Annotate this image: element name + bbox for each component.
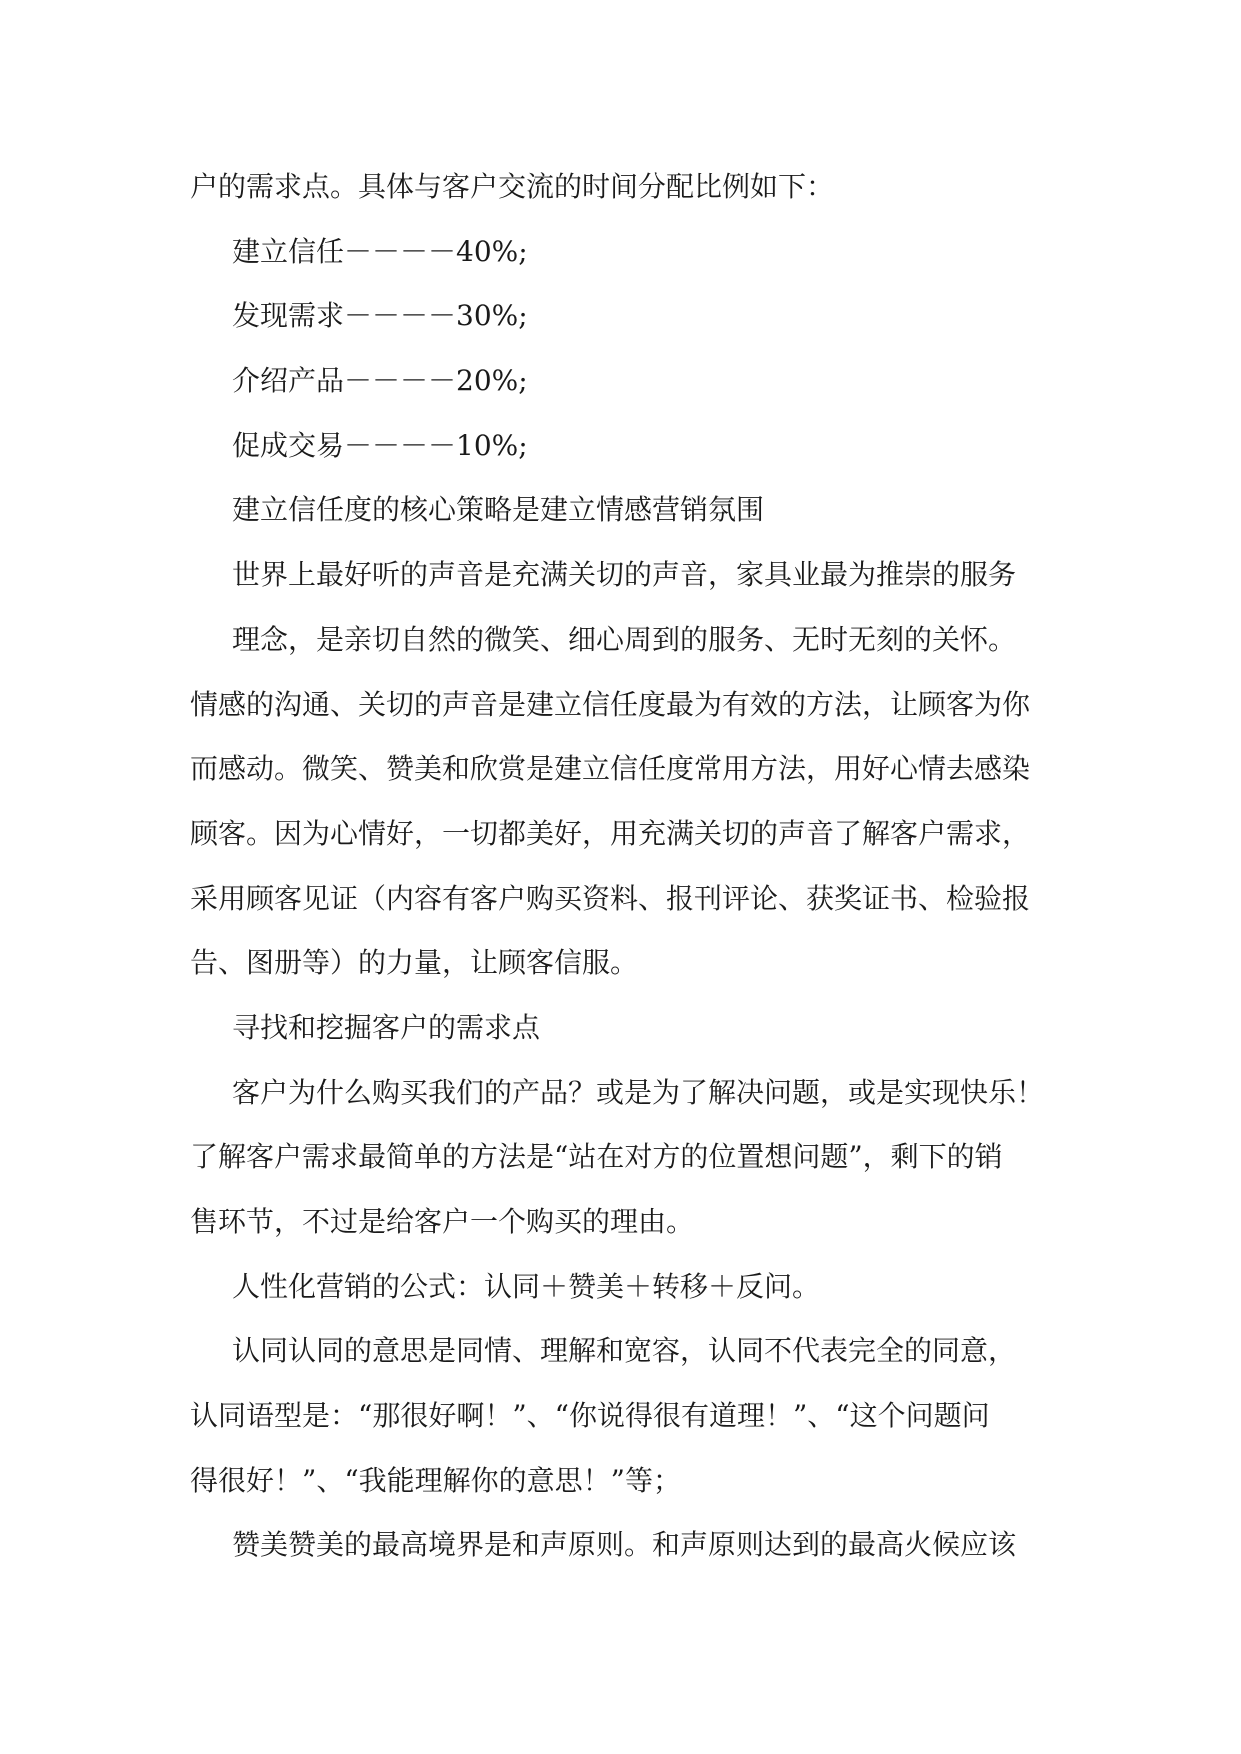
text-line: 售环节，不过是给客户一个购买的理由。 bbox=[190, 1205, 695, 1238]
text-line: 采用顾客见证（内容有客户购买资料、报刊评论、获奖证书、检验报 bbox=[190, 881, 1031, 915]
body-text bbox=[190, 155, 1070, 1578]
text-line: 理念，是亲切自然的微笑、细心周到的服务、无时无刻的关怀。 bbox=[232, 622, 1017, 656]
text-line: 人性化营销的公式：认同＋赞美＋转移＋反问。 bbox=[232, 1269, 821, 1303]
text-line: 发现需求－－－－30%; bbox=[232, 299, 528, 333]
text-line: 情感的沟通、关切的声音是建立信任度最为有效的方法，让顾客为你 bbox=[190, 687, 1031, 721]
text-line: 客户为什么购买我们的产品？或是为了解决问题，或是实现快乐！ bbox=[232, 1075, 1045, 1109]
text-line: 赞美赞美的最高境界是和声原则。和声原则达到的最高火候应该 bbox=[232, 1528, 1017, 1562]
text-line: 了解客户需求最简单的方法是“站在对方的位置想问题”，剩下的销 bbox=[190, 1140, 1003, 1174]
text-line: 认同认同的意思是同情、理解和宽容，认同不代表完全的同意， bbox=[232, 1334, 1017, 1368]
text-line: 告、图册等）的力量，让顾客信服。 bbox=[190, 946, 639, 980]
text-line: 世界上最好听的声音是充满关切的声音，家具业最为推崇的服务 bbox=[232, 558, 1017, 592]
text-line: 得很好！”、“我能理解你的意思！”等； bbox=[190, 1463, 681, 1497]
text-line: 户的需求点。具体与客户交流的时间分配比例如下： bbox=[190, 170, 835, 203]
text-line: 建立信任度的核心策略是建立情感营销氛围 bbox=[232, 493, 765, 527]
text-line: 认同语型是：“那很好啊！”、“你说得很有道理！”、“这个问题问 bbox=[190, 1399, 990, 1433]
text-line: 顾客。因为心情好，一切都美好，用充满关切的声音了解客户需求， bbox=[190, 816, 1031, 850]
text-line: 介绍产品－－－－20%; bbox=[232, 364, 528, 398]
text-line: 促成交易－－－－10%; bbox=[232, 428, 528, 462]
text-line: 而感动。微笑、赞美和欣赏是建立信任度常用方法，用好心情去感染 bbox=[190, 752, 1031, 786]
text-line: 寻找和挖掘客户的需求点 bbox=[232, 1010, 541, 1044]
text-line: 建立信任－－－－40%; bbox=[232, 234, 528, 268]
